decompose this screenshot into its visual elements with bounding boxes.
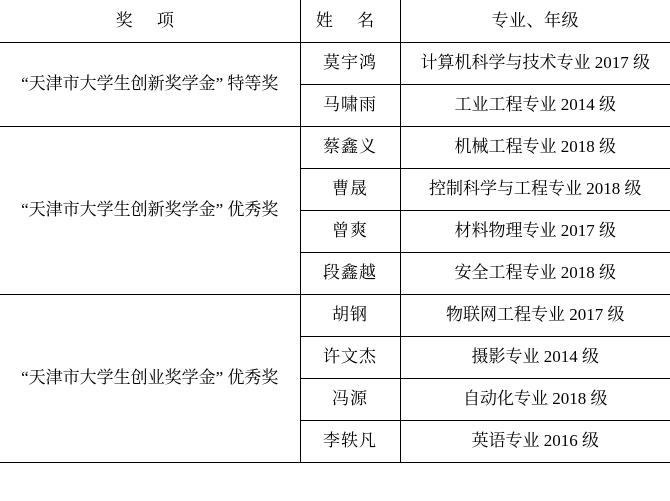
- table-row: [0, 127, 670, 169]
- student-major: 工业工程专业 2014 级: [400, 85, 670, 127]
- student-major: 机械工程专业 2018 级: [400, 127, 670, 169]
- student-major: 计算机科学与技术专业 2017 级: [400, 43, 670, 85]
- table-header: [0, 0, 670, 43]
- award-group-label: “天津市大学生创新奖学金” 特等奖: [0, 43, 300, 127]
- table-row: [0, 43, 670, 85]
- student-name: 蔡鑫义: [300, 127, 400, 169]
- column-header-name: 姓 名: [300, 0, 400, 43]
- table-body: [0, 43, 670, 463]
- table-header-row: [0, 0, 670, 43]
- column-header-award: 奖 项: [0, 0, 300, 43]
- student-name: 胡钢: [300, 295, 400, 337]
- student-name: 许文杰: [300, 337, 400, 379]
- student-name: 曾爽: [300, 211, 400, 253]
- student-major: 摄影专业 2014 级: [400, 337, 670, 379]
- award-group-label: “天津市大学生创业奖学金” 优秀奖: [0, 295, 300, 463]
- student-name: 李轶凡: [300, 421, 400, 463]
- student-major: 控制科学与工程专业 2018 级: [400, 169, 670, 211]
- student-major: 物联网工程专业 2017 级: [400, 295, 670, 337]
- student-major: 材料物理专业 2017 级: [400, 211, 670, 253]
- student-name: 段鑫越: [300, 253, 400, 295]
- student-name: 马啸雨: [300, 85, 400, 127]
- student-major: 英语专业 2016 级: [400, 421, 670, 463]
- column-header-major: 专业、年级: [400, 0, 670, 43]
- table-row: [0, 295, 670, 337]
- student-major: 安全工程专业 2018 级: [400, 253, 670, 295]
- award-group-label: “天津市大学生创新奖学金” 优秀奖: [0, 127, 300, 295]
- student-name: 冯源: [300, 379, 400, 421]
- student-name: 莫宇鸿: [300, 43, 400, 85]
- student-major: 自动化专业 2018 级: [400, 379, 670, 421]
- student-name: 曹晟: [300, 169, 400, 211]
